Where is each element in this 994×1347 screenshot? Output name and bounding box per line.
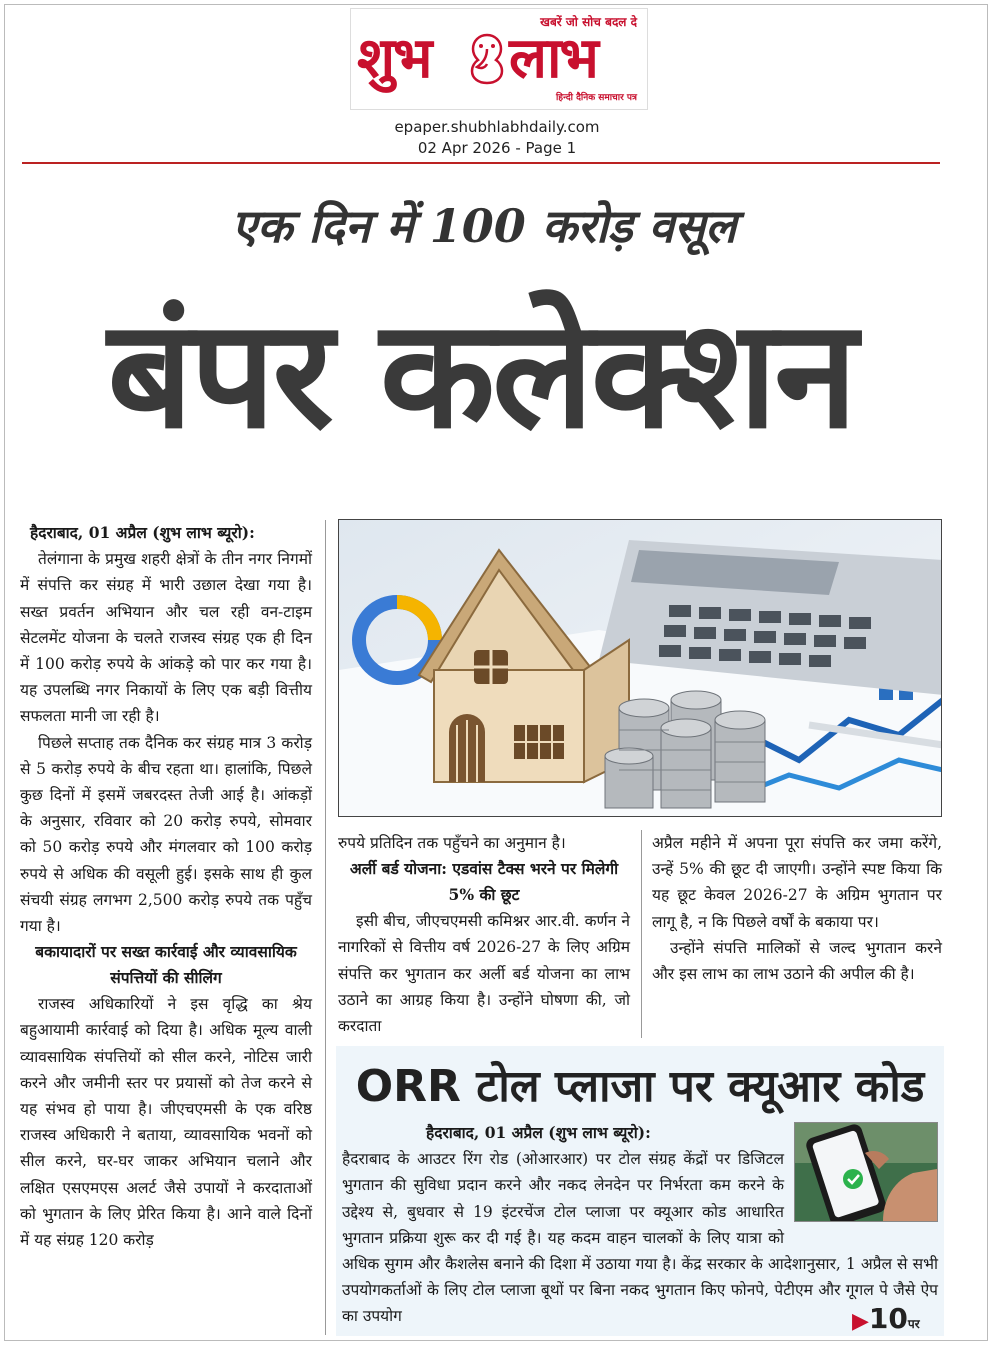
continued-page-number: 10 (868, 1302, 908, 1335)
ganesha-icon (463, 29, 511, 87)
continued-marker[interactable] (852, 1302, 920, 1335)
lead-paragraph-6: अप्रैल महीने में अपना पूरा संपत्ति कर जमा करेंगे, उन्हें 5% की छूट दी जाएगी। उन्होंने स्पष्ट किया कि यह छूट केवल 2026-27 के अग्रिम भुगतान पर लागू है, न कि पिछले वर्षों के बकाया पर। (652, 834, 942, 931)
lead-column-3 (652, 830, 942, 987)
lead-paragraph-4: रुपये प्रतिदिन तक पहुँचने का अनुमान है। (338, 834, 566, 852)
play-arrow-icon: ▶ (852, 1309, 869, 1334)
column-divider (325, 520, 326, 1335)
orr-body: हैदराबाद के आउटर रिंग रोड (ओआरआर) पर टोल संग्रह केंद्रों पर डिजिटल भुगतान की सुविधा प्रदान करने और नकद लेनदेन पर निर्भरता कम करने के उद्देश्य से, बुधवार से 19 इंटरचेंज टोल प्लाजा पर क्यूआर कोड आधारित भुगतान प्रक्रिया शुरू कर दी गई है। यह कदम वाहन चालकों के लिए यात्रा को अधिक सुगम और कैशलेस बनाने की दिशा में उठाया गया है। केंद्र सरकार के आदेशानुसार, 1 अप्रैल से सभी उपयोगकर्ताओं के लिए टोल प्लाजा बूथों पर बिना नकद भुगतान किए फोनपे, पेटीएम और गूगल पे जैसे ऐप का उपयोग (342, 1150, 938, 1326)
masthead-rule (22, 162, 940, 164)
logo-tagline: खबरें जो सोच बदल दे (540, 15, 637, 29)
orr-text (342, 1120, 938, 1330)
main-headline: बंपर कलेक्शन (107, 288, 855, 462)
lead-dateline: हैदराबाद, 01 अप्रैल (शुभ लाभ ब्यूरो): (30, 523, 255, 542)
logo-subtitle: हिन्दी दैनिक समाचार पत्र (555, 93, 637, 103)
phone-payment-photo (794, 1122, 938, 1222)
date-page: 02 Apr 2026 - Page 1 (417, 139, 577, 157)
continued-suffix: पर (907, 1317, 920, 1331)
lead-column-1 (20, 520, 312, 1253)
newspaper-logo[interactable] (350, 8, 648, 110)
logo-word-labh: लाभ (509, 26, 597, 91)
logo-word-shubh: शुभ (357, 26, 431, 91)
orr-dateline: हैदराबाद, 01 अप्रैल (शुभ लाभ ब्यूरो): (426, 1123, 651, 1142)
lead-paragraph-5: इसी बीच, जीएचएमसी कमिश्नर आर.वी. कर्णन ने नागरिकों से वित्तीय वर्ष 2026-27 के लिए अग्रिम संपत्ति कर भुगतान कर अर्ली बर्ड योजना का लाभ उठाने का आग्रह किया है। उन्होंने घोषणा की, जो करदाता (338, 912, 630, 1036)
kicker-headline: एक दिन में 100 करोड़ वसूल (231, 199, 737, 253)
lead-subheading-2: अर्ली बर्ड योजना: एडवांस टैक्स भरने पर मिलेगी 5% की छूट (349, 859, 619, 905)
site-url[interactable]: epaper.shubhlabhdaily.com (394, 118, 600, 136)
lead-paragraph-2: पिछले सप्ताह तक दैनिक कर संग्रह मात्र 3 करोड़ से 5 करोड़ रुपये के बीच रहता था। हालांकि, पिछले कुछ दिनों में इसमें जबरदस्त तेजी आई है। आंकड़ों के अनुसार, रविवार को 20 करोड़ रुपये, सोमवार को 50 करोड़ रुपये और मंगलवार को 100 करोड़ रुपये से अधिक की वसूली हुई। इसके साथ ही कुल संचयी संग्रह लगभग 2,500 करोड़ रुपये तक पहुँच गया है। (20, 733, 312, 936)
lead-photo (338, 519, 942, 817)
column-divider (641, 830, 642, 1038)
lead-paragraph-3: राजस्व अधिकारियों ने इस वृद्धि का श्रेय बहुआयामी कार्रवाई को दिया है। अधिक मूल्य वाली व्यावसायिक संपत्तियों को सील करने, नोटिस जारी करने और जमीनी स्तर पर प्रयासों को तेज करने से यह संभव हो पाया है। जीएचएमसी के एक वरिष्ठ राजस्व अधिकारी ने बताया, व्यावसायिक भवनों को सील करने, घर-घर जाकर अभियान चलाने और लक्षित एसएमएस अलर्ट जैसे उपायों ने करदाताओं को भुगतान के लिए प्रेरित किया है। आने वाले दिनों में यह संग्रह 120 करोड़ (20, 995, 312, 1250)
lead-subheading-1: बकायादारों पर सख्त कार्रवाई और व्यावसायिक संपत्तियों की सीलिंग (35, 942, 297, 988)
lead-column-2 (338, 830, 630, 1039)
lead-paragraph-7: उन्होंने संपत्ति मालिकों से जल्द भुगतान करने और इस लाभ का लाभ उठाने की अपील की है। (652, 938, 942, 984)
lead-paragraph-1: तेलंगाना के प्रमुख शहरी क्षेत्रों के तीन नगर निगमों में संपत्ति कर संग्रह में भारी उछाल देखा गया है। सख्त प्रवर्तन अभियान और चल रही वन-टाइम सेटलमेंट योजना के चलते राजस्व संग्रह एक ही दिन में 100 करोड़ रुपये के आंकड़े को पार कर गया है। यह उपलब्धि नगर निकायों के लिए एक बड़ी वित्तीय सफलता मानी जा रही है। (20, 550, 312, 726)
orr-headline: ORR टोल प्लाजा पर क्यूआर कोड (355, 1061, 925, 1112)
orr-story-box (336, 1046, 944, 1336)
